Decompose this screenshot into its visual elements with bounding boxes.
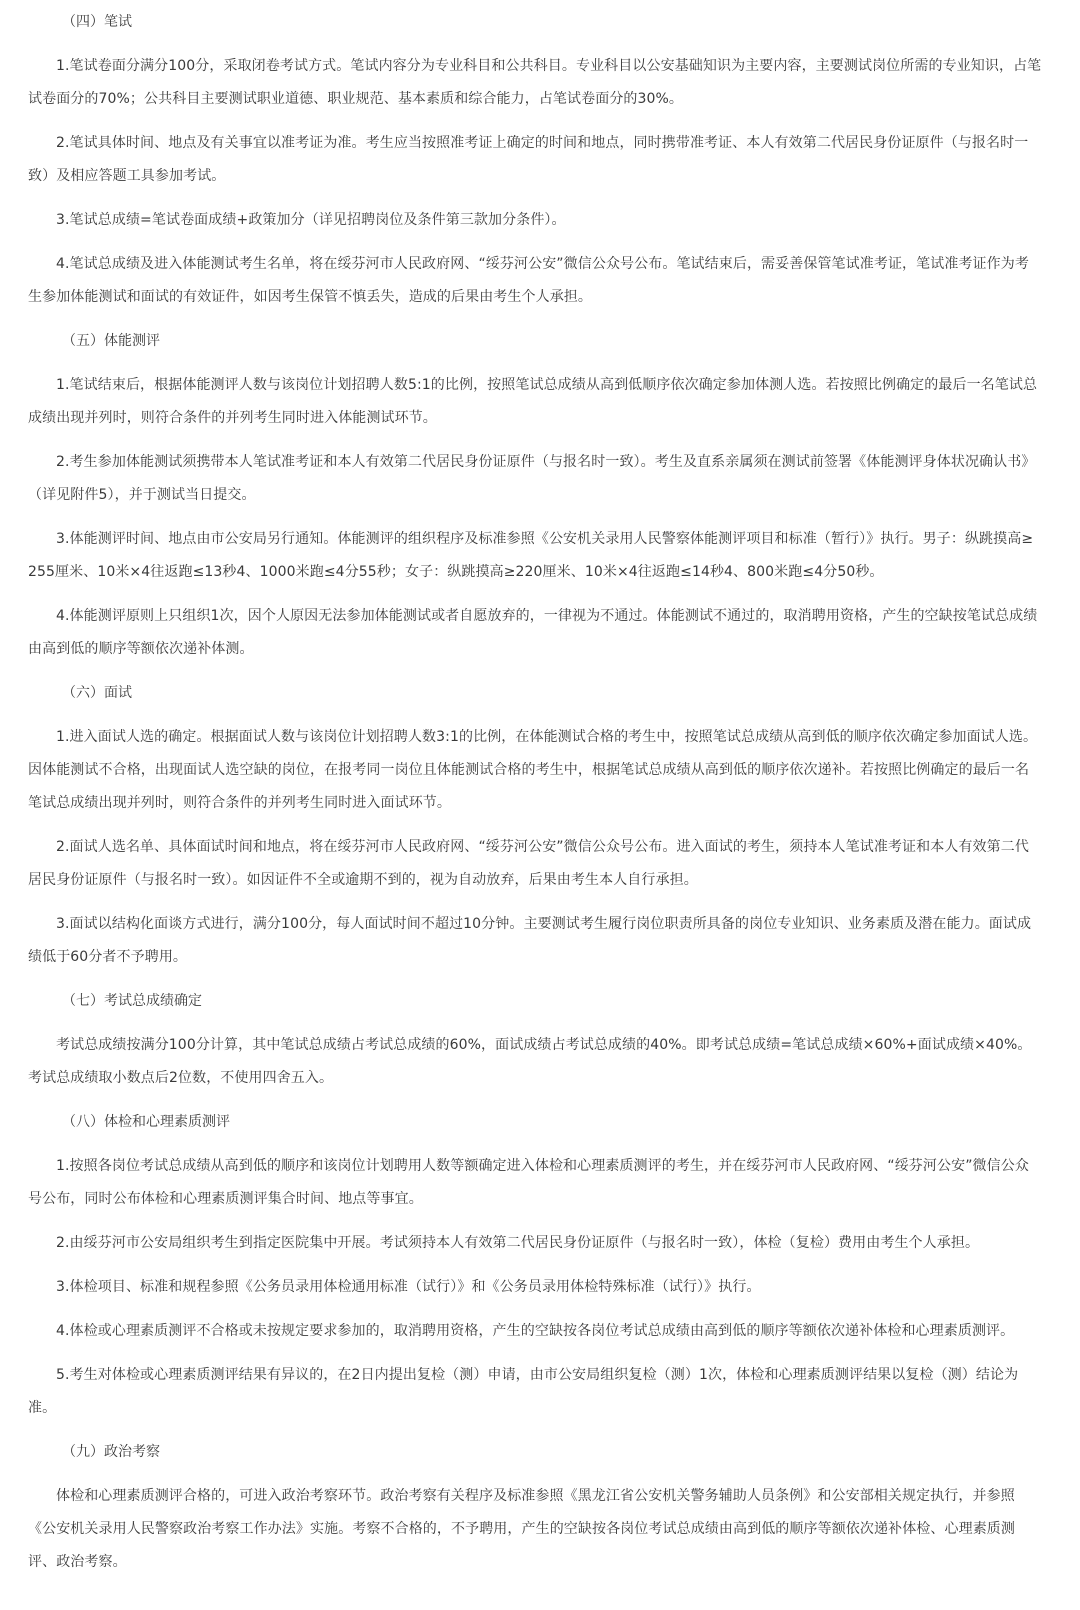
section-heading: （六）面试 bbox=[62, 685, 132, 701]
section-heading: （九）政治考察 bbox=[62, 1444, 160, 1460]
paragraph: 2.由绥芬河市公安局组织考生到指定医院集中开展。考试须持本人有效第二代居民身份证原件（与报名时一致），体检（复检）费用由考生个人承担。 bbox=[56, 1235, 980, 1251]
paragraph: 4.笔试总成绩及进入体能测试考生名单，将在绥芬河市人民政府网、“绥芬河公安”微信公众号公布。笔试结束后，需妥善保管笔试准考证，笔试准考证作为考生参加体能测试和面试的有效证件，如因考生保管不慎丢失，造成的后果由考生个人承担。 bbox=[28, 256, 1029, 305]
paragraph: 考试总成绩按满分100分计算，其中笔试总成绩占考试总成绩的60%，面试成绩占考试总成绩的40%。即考试总成绩=笔试总成绩×60%+面试成绩×40%。考试总成绩取小数点后2位数，不使用四舍五入。 bbox=[28, 1037, 1032, 1086]
paragraph: 3.体检项目、标准和规程参照《公务员录用体检通用标准（试行）》和《公务员录用体检特殊标准（试行）》执行。 bbox=[56, 1279, 761, 1295]
paragraph: 4.体能测评原则上只组织1次，因个人原因无法参加体能测试或者自愿放弃的，一律视为不通过。体能测试不通过的，取消聘用资格，产生的空缺按笔试总成绩由高到低的顺序等额依次递补体测。 bbox=[28, 608, 1038, 657]
paragraph: 5.考生对体检或心理素质测评结果有异议的，在2日内提出复检（测）申请，由市公安局组织复检（测）1次，体检和心理素质测评结果以复检（测）结论为准。 bbox=[28, 1367, 1019, 1416]
section-heading: （四）笔试 bbox=[62, 14, 132, 30]
section-heading: （五）体能测评 bbox=[62, 333, 160, 349]
paragraph: 1.笔试卷面分满分100分，采取闭卷考试方式。笔试内容分为专业科目和公共科目。专业科目以公安基础知识为主要内容，主要测试岗位所需的专业知识，占笔试卷面分的70%；公共科目主要测试职业道德、职业规范、基本素质和综合能力，占笔试卷面分的30%。 bbox=[28, 58, 1042, 107]
section-heading: （七）考试总成绩确定 bbox=[62, 993, 202, 1009]
paragraph: 体检和心理素质测评合格的，可进入政治考察环节。政治考察有关程序及标准参照《黑龙江省公安机关警务辅助人员条例》和公安部相关规定执行，并参照《公安机关录用人民警察政治考察工作办法》实施。考察不合格的，不予聘用，产生的空缺按各岗位考试总成绩由高到低的顺序等额依次递补体检、心理素质测评、政治考察。 bbox=[28, 1488, 1015, 1570]
paragraph: 1.笔试结束后，根据体能测评人数与该岗位计划招聘人数5:1的比例，按照笔试总成绩从高到低顺序依次确定参加体测人选。若按照比例确定的最后一名笔试总成绩出现并列时，则符合条件的并列考生同时进入体能测试环节。 bbox=[28, 377, 1038, 426]
paragraph: 2.考生参加体能测试须携带本人笔试准考证和本人有效第二代居民身份证原件（与报名时一致）。考生及直系亲属须在测试前签署《体能测评身体状况确认书》（详见附件5），并于测试当日提交。 bbox=[28, 454, 1036, 503]
paragraph: 3.笔试总成绩=笔试卷面成绩+政策加分（详见招聘岗位及条件第三款加分条件）。 bbox=[56, 212, 566, 228]
paragraph: 1.按照各岗位考试总成绩从高到低的顺序和该岗位计划聘用人数等额确定进入体检和心理素质测评的考生，并在绥芬河市人民政府网、“绥芬河公安”微信公众号公布，同时公布体检和心理素质测评集合时间、地点等事宜。 bbox=[28, 1158, 1029, 1207]
section-heading: （八）体检和心理素质测评 bbox=[62, 1114, 230, 1130]
paragraph: 3.体能测评时间、地点由市公安局另行通知。体能测评的组织程序及标准参照《公安机关录用人民警察体能测评项目和标准（暂行）》执行。男子：纵跳摸高≥255厘米、10米×4往返跑≤13秒4、1000米跑≤4分55秒；女子：纵跳摸高≥220厘米、10米×4往返跑≤14秒4、800米跑≤4分50秒。 bbox=[28, 531, 1034, 580]
paragraph: 1.进入面试人选的确定。根据面试人数与该岗位计划招聘人数3:1的比例，在体能测试合格的考生中，按照笔试总成绩从高到低的顺序依次确定参加面试人选。因体能测试不合格，出现面试人选空缺的岗位，在报考同一岗位且体能测试合格的考生中，根据笔试总成绩从高到低的顺序依次递补。若按照比例确定的最后一名笔试总成绩出现并列时，则符合条件的并列考生同时进入面试环节。 bbox=[28, 729, 1038, 811]
paragraph: 4.体检或心理素质测评不合格或未按规定要求参加的，取消聘用资格，产生的空缺按各岗位考试总成绩由高到低的顺序等额依次递补体检和心理素质测评。 bbox=[56, 1323, 1015, 1339]
paragraph: 3.面试以结构化面谈方式进行，满分100分，每人面试时间不超过10分钟。主要测试考生履行岗位职责所具备的岗位专业知识、业务素质及潜在能力。面试成绩低于60分者不予聘用。 bbox=[28, 916, 1032, 965]
paragraph: 2.笔试具体时间、地点及有关事宜以准考证为准。考生应当按照准考证上确定的时间和地点，同时携带准考证、本人有效第二代居民身份证原件（与报名时一致）及相应答题工具参加考试。 bbox=[28, 135, 1029, 184]
paragraph: 2.面试人选名单、具体面试时间和地点，将在绥芬河市人民政府网、“绥芬河公安”微信公众号公布。进入面试的考生，须持本人笔试准考证和本人有效第二代居民身份证原件（与报名时一致）。如因证件不全或逾期不到的，视为自动放弃，后果由考生本人自行承担。 bbox=[28, 839, 1029, 888]
